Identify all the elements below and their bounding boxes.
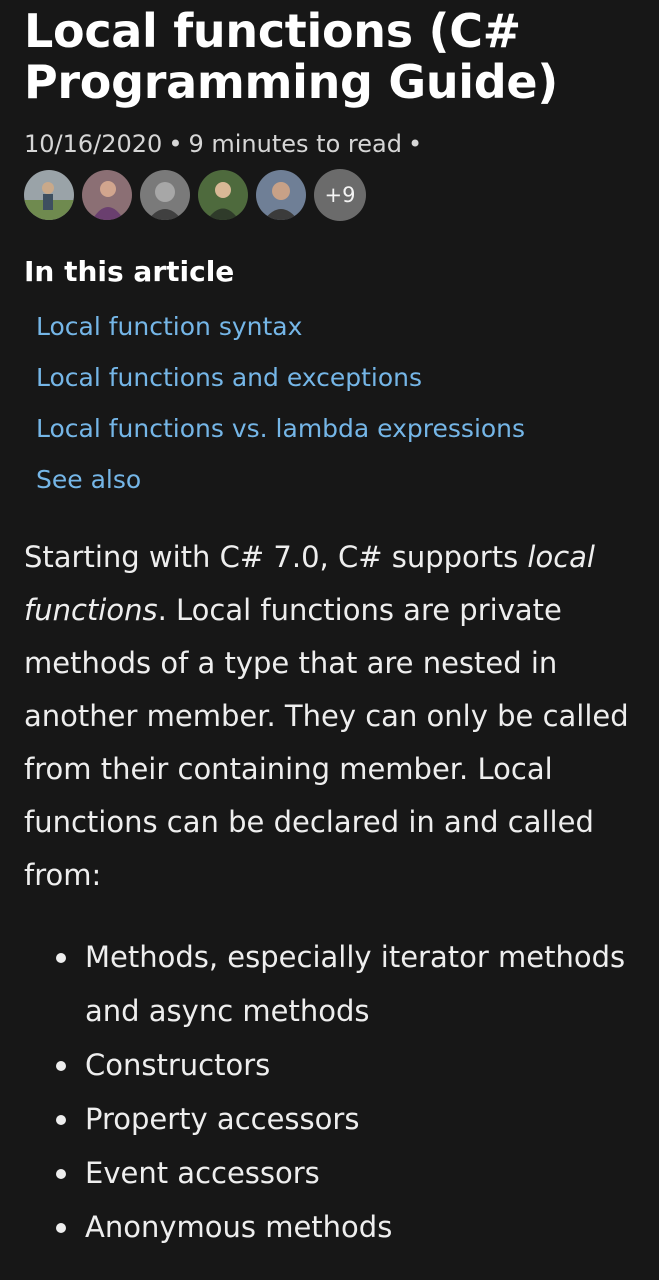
avatar-photo bbox=[24, 170, 74, 220]
toc-link-local-functions-and-exceptions[interactable]: Local functions and exceptions bbox=[36, 363, 423, 392]
list-item: Anonymous methods bbox=[85, 1200, 644, 1254]
intro-paragraph bbox=[24, 531, 639, 902]
avatar-photo bbox=[140, 170, 190, 220]
declaration-contexts-list bbox=[24, 930, 644, 1254]
contributor-avatar-5[interactable] bbox=[256, 170, 306, 220]
avatar-photo bbox=[198, 170, 248, 220]
article-date: 10/16/2020 bbox=[24, 130, 163, 158]
contributor-avatar-3[interactable] bbox=[140, 170, 190, 220]
more-contributors-button[interactable]: +9 bbox=[314, 169, 366, 221]
page-title bbox=[24, 0, 644, 108]
list-item: Property accessors bbox=[85, 1092, 644, 1146]
page-title-line-2: Programming Guide) bbox=[24, 55, 558, 109]
read-time: 9 minutes to read bbox=[188, 130, 402, 158]
toc-item bbox=[36, 352, 644, 403]
list-item: Event accessors bbox=[85, 1146, 644, 1200]
toc-item bbox=[36, 301, 644, 352]
intro-emphasis: local functions bbox=[24, 540, 595, 627]
contributor-avatar-4[interactable] bbox=[198, 170, 248, 220]
contributor-avatar-1[interactable] bbox=[24, 170, 74, 220]
article-metadata bbox=[24, 129, 644, 159]
metadata-separator: • bbox=[168, 130, 183, 158]
toc-item bbox=[36, 454, 644, 505]
metadata-separator-trailing: • bbox=[407, 130, 423, 158]
intro-text-suffix: . Local functions are private methods of a type that are nested in another member. They can only be called from their containing member. Local functions can be declared in and called from: bbox=[24, 593, 629, 892]
contributor-avatar-2[interactable] bbox=[82, 170, 132, 220]
toc-link-local-function-syntax[interactable]: Local function syntax bbox=[36, 312, 303, 341]
intro-text-prefix: Starting with C# 7.0, C# supports bbox=[24, 540, 528, 574]
page-title-line-1: Local functions (C# bbox=[24, 4, 521, 58]
avatar-photo bbox=[256, 170, 306, 220]
toc-link-see-also[interactable]: See also bbox=[36, 465, 142, 494]
toc-link-local-functions-vs-lambda[interactable]: Local functions vs. lambda expressions bbox=[36, 414, 526, 443]
article-page bbox=[24, 0, 644, 1254]
toc-item bbox=[36, 403, 644, 454]
list-item: Constructors bbox=[85, 1038, 644, 1092]
table-of-contents bbox=[36, 301, 644, 505]
list-item: Methods, especially iterator methods and async methods bbox=[85, 930, 644, 1038]
avatar-photo bbox=[82, 170, 132, 220]
toc-heading: In this article bbox=[24, 255, 235, 288]
contributors-list bbox=[24, 169, 644, 221]
